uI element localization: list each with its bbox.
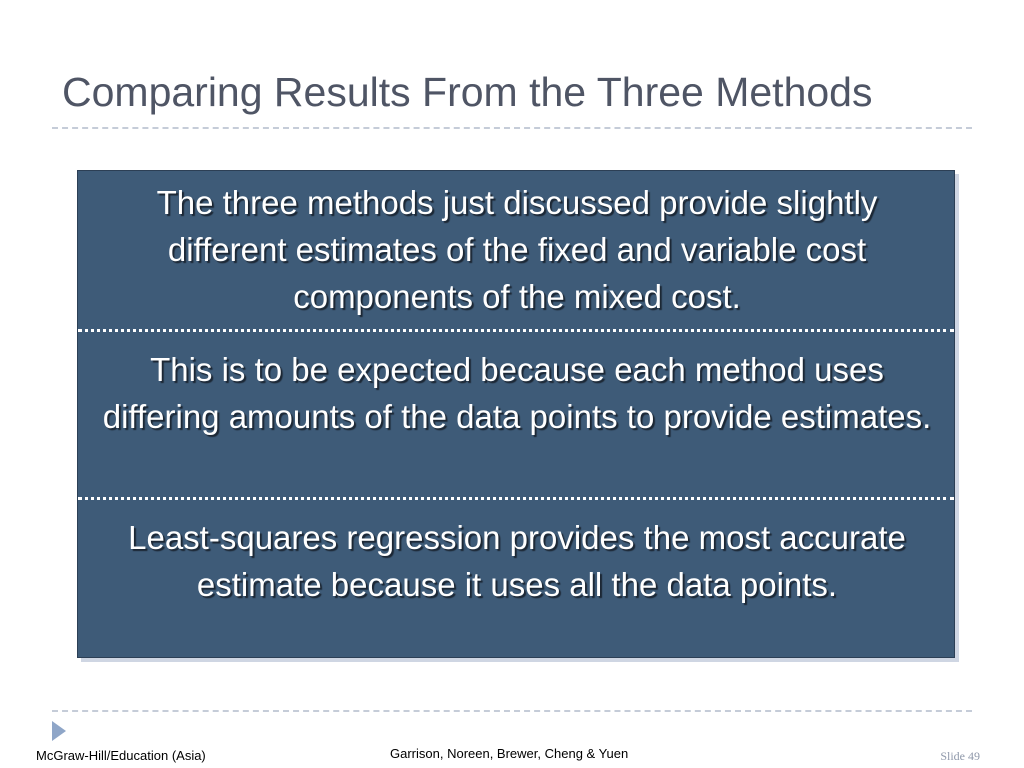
slide-number: Slide 49 — [940, 749, 980, 763]
paragraph-2: This is to be expected because each method uses differing amounts of the data points to provide estimates. — [102, 351, 932, 435]
title-divider — [52, 127, 972, 129]
play-triangle-icon — [52, 721, 66, 741]
footer-authors: Garrison, Noreen, Brewer, Cheng & Yuen — [390, 746, 629, 761]
footer-divider — [52, 710, 972, 712]
content-box — [77, 170, 955, 658]
paragraph-3: Least-squares regression provides the most accurate estimate because it uses all the data points. — [128, 519, 906, 603]
footer-publisher: McGraw-Hill/Education (Asia) — [36, 748, 206, 763]
dotted-divider-2 — [78, 497, 954, 500]
slide-title: Comparing Results From the Three Methods — [62, 69, 873, 115]
dotted-divider-1 — [78, 329, 954, 332]
paragraph-1: The three methods just discussed provide slightly different estimates of the fixed and variable cost components of the mixed cost. — [156, 184, 878, 315]
